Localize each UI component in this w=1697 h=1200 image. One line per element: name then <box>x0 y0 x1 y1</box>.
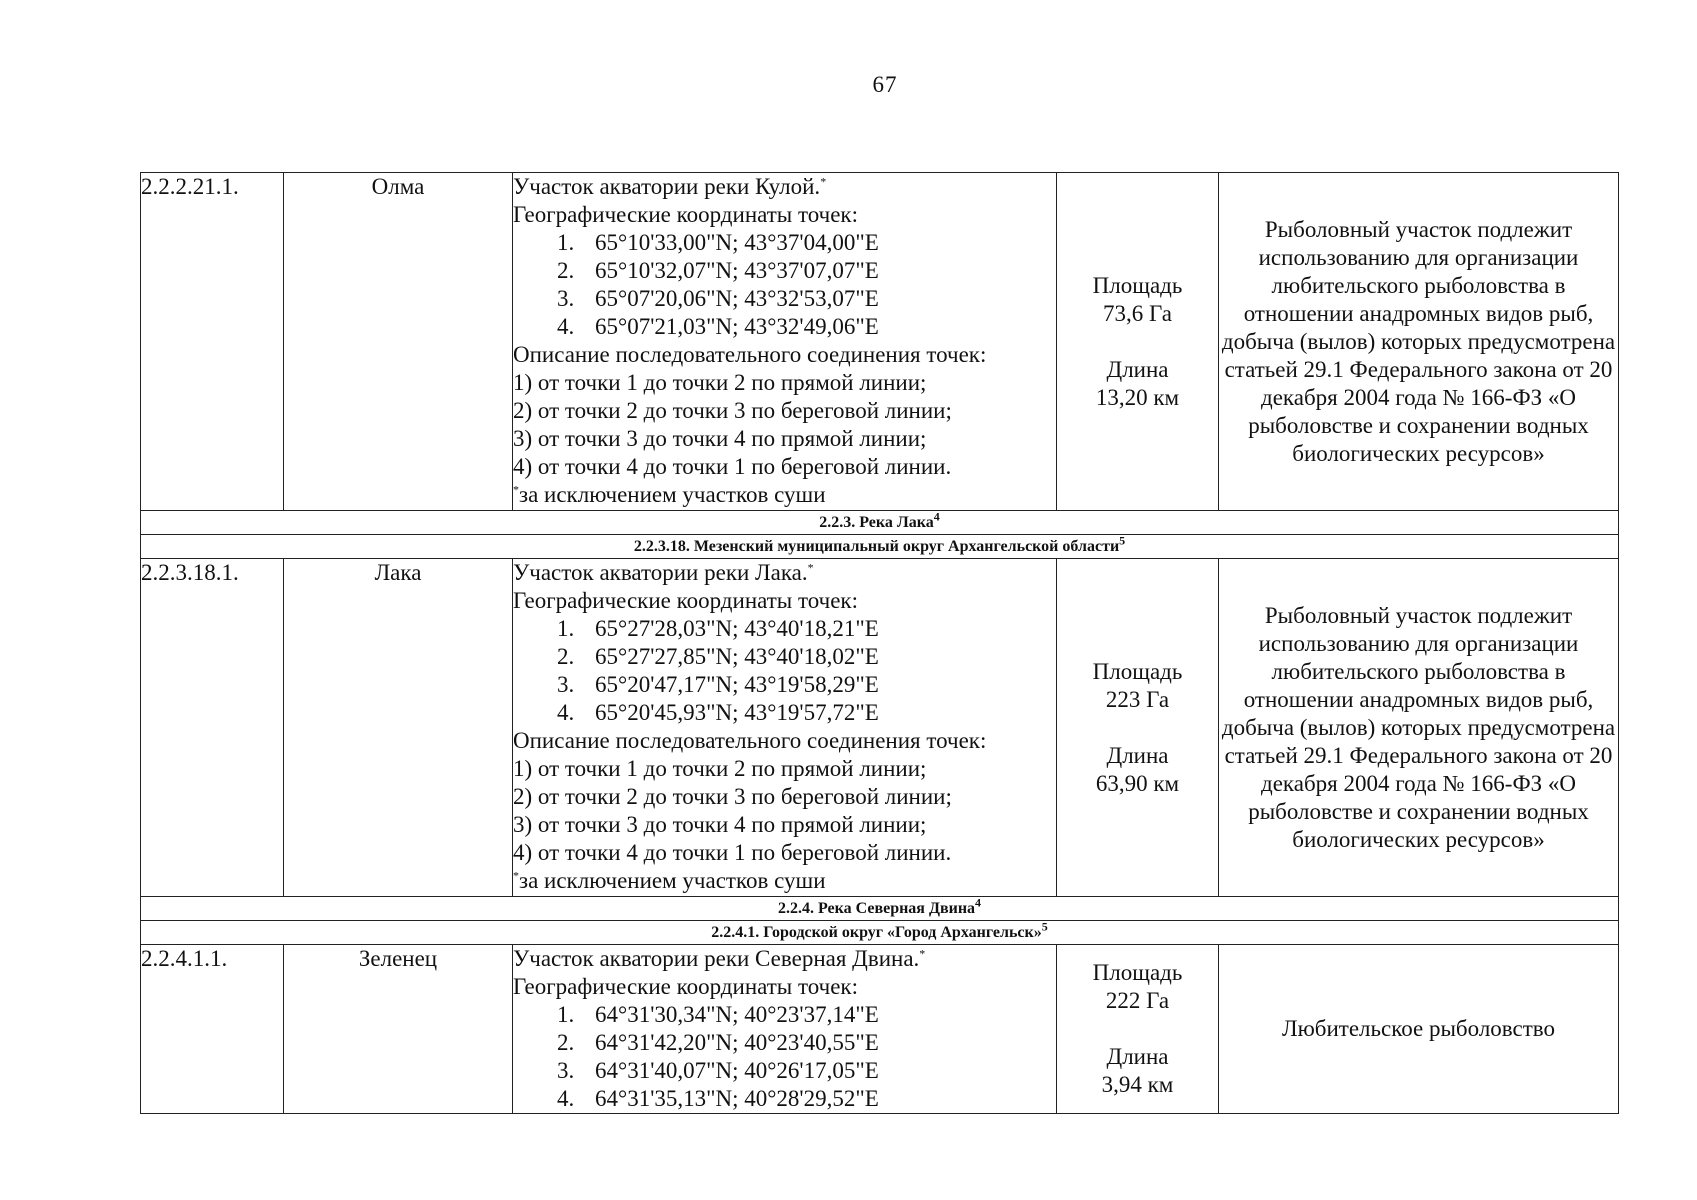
area-name: Олма <box>284 173 513 511</box>
fishing-areas-table <box>140 172 1619 1114</box>
area-description <box>513 559 1057 897</box>
section-row <box>141 511 1619 535</box>
length-value: 3,94 км <box>1101 1072 1174 1097</box>
footnote-mark: * <box>807 560 814 575</box>
coordinate-item: 2. 65°10'32,07"N; 43°37'07,07"E <box>557 258 879 283</box>
area-size <box>1057 559 1219 897</box>
coordinate-item: 3. 64°31'40,07"N; 40°26'17,05"E <box>557 1058 879 1083</box>
section-heading: 2.2.4.1. Городской округ «Город Архангельск»$^5$ <box>141 921 1619 945</box>
connection-step: 4) от точки 4 до точки 1 по береговой линии. <box>513 454 952 479</box>
section-heading: 2.2.3.18. Мезенский муниципальный округ Архангельской области$^5$ <box>141 535 1619 559</box>
area-value: 222 Га <box>1105 988 1170 1013</box>
footnote-mark: * <box>919 946 926 961</box>
area-description <box>513 173 1057 511</box>
connection-label: Описание последовательного соединения точек: <box>513 342 987 367</box>
area-value: 223 Га <box>1105 686 1170 712</box>
length-value: 13,20 км <box>1095 384 1180 410</box>
connection-label: Описание последовательного соединения точек: <box>513 728 987 753</box>
area-label: Площадь <box>1092 960 1183 985</box>
coordinate-item: 4. 65°07'21,03"N; 43°32'49,06"E <box>557 314 879 339</box>
coordinate-item: 4. 64°31'35,13"N; 40°28'29,52"E <box>557 1086 879 1111</box>
section-row <box>141 897 1619 921</box>
area-name: Лака <box>284 559 513 897</box>
coordinate-item: 3. 65°07'20,06"N; 43°32'53,07"E <box>557 286 879 311</box>
table-row <box>141 559 1619 897</box>
coordinate-item: 2. 64°31'42,20"N; 40°23'40,55"E <box>557 1030 879 1055</box>
coordinate-item: 1. 65°27'28,03"N; 43°40'18,21"E <box>557 616 879 641</box>
footnote-text: *за исключением участков суши <box>513 482 826 507</box>
area-size <box>1057 173 1219 511</box>
usage-note: Рыболовный участок подлежит использованию для организации любительского рыболовства в отношении анадромных видов рыб, добыча (вылов) которых предусмотрена статьей 29.1 Федерального закона от 20 декабря 2004 года № 166-ФЗ «О рыболовстве и сохранении водных биологических ресурсов» <box>1219 559 1619 897</box>
connection-step: 2) от точки 2 до точки 3 по береговой линии; <box>513 784 952 809</box>
area-label: Площадь <box>1092 272 1183 298</box>
area-title: Участок акватории реки Северная Двина. <box>513 946 920 971</box>
connection-step: 1) от точки 1 до точки 2 по прямой линии; <box>513 370 927 395</box>
coordinates-list <box>513 1001 1056 1113</box>
coords-label: Географические координаты точек: <box>513 974 858 999</box>
coordinate-item: 3. 65°20'47,17"N; 43°19'58,29"E <box>557 672 879 697</box>
area-name: Зеленец <box>284 945 513 1114</box>
page-number: 67 <box>872 72 898 97</box>
connection-step: 3) от точки 3 до точки 4 по прямой линии; <box>513 426 927 451</box>
area-label: Площадь <box>1092 658 1183 684</box>
coordinate-item: 4. 65°20'45,93"N; 43°19'57,72"E <box>557 700 879 725</box>
coordinates-list <box>513 615 1056 727</box>
footnote-text: *за исключением участков суши <box>513 868 826 893</box>
coordinate-item: 1. 65°10'33,00"N; 43°37'04,00"E <box>557 230 879 255</box>
section-heading: 2.2.4. Река Северная Двина$^4$ <box>141 897 1619 921</box>
area-code: 2.2.3.18.1. <box>141 559 284 897</box>
usage-note: Рыболовный участок подлежит использованию для организации любительского рыболовства в отношении анадромных видов рыб, добыча (вылов) которых предусмотрена статьей 29.1 Федерального закона от 20 декабря 2004 года № 166-ФЗ «О рыболовстве и сохранении водных биологических ресурсов» <box>1219 173 1619 511</box>
coordinates-list <box>513 229 1056 341</box>
usage-note: Любительское рыболовство <box>1219 945 1619 1114</box>
length-label: Длина <box>1106 1044 1169 1069</box>
section-row <box>141 535 1619 559</box>
length-label: Длина <box>1106 356 1169 382</box>
area-size <box>1057 945 1219 1114</box>
coordinate-item: 2. 65°27'27,85"N; 43°40'18,02"E <box>557 644 879 669</box>
coordinate-item: 1. 64°31'30,34"N; 40°23'37,14"E <box>557 1002 879 1027</box>
length-label: Длина <box>1106 742 1169 768</box>
table-row <box>141 945 1619 1114</box>
connection-step: 1) от точки 1 до точки 2 по прямой линии; <box>513 756 927 781</box>
area-code: 2.2.2.21.1. <box>141 173 284 511</box>
length-value: 63,90 км <box>1095 770 1180 796</box>
area-title: Участок акватории реки Кулой. <box>513 174 821 199</box>
area-description <box>513 945 1057 1114</box>
connection-step: 3) от точки 3 до точки 4 по прямой линии; <box>513 812 927 837</box>
coords-label: Географические координаты точек: <box>513 588 858 613</box>
section-row <box>141 921 1619 945</box>
connection-step: 2) от точки 2 до точки 3 по береговой линии; <box>513 398 952 423</box>
connection-step: 4) от точки 4 до точки 1 по береговой линии. <box>513 840 952 865</box>
footnote-mark: * <box>820 174 827 189</box>
table-row <box>141 173 1619 511</box>
area-code: 2.2.4.1.1. <box>141 945 284 1114</box>
coords-label: Географические координаты точек: <box>513 202 858 227</box>
area-value: 73,6 Га <box>1103 300 1172 326</box>
section-heading: 2.2.3. Река Лака$^4$ <box>141 511 1619 535</box>
area-title: Участок акватории реки Лака. <box>513 560 808 585</box>
